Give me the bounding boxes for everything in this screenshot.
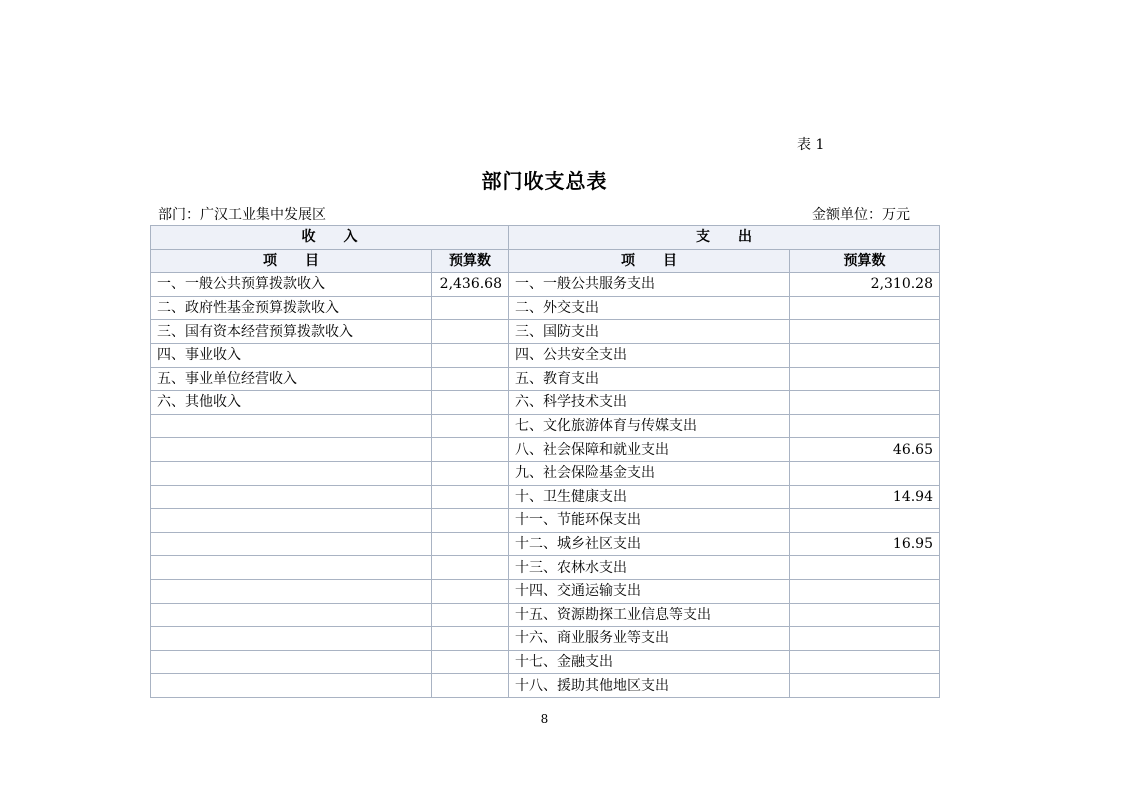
expense-item-cell: 三、国防支出 [509,320,790,344]
income-item-cell [151,674,432,698]
income-budget-header: 预算数 [432,249,509,273]
expense-item-cell: 一、一般公共服务支出 [509,273,790,297]
table-row [151,320,940,344]
income-item-cell: 二、政府性基金预算拨款收入 [151,296,432,320]
table-row [151,296,940,320]
page-title: 部门收支总表 [481,169,608,193]
income-item-cell: 一、一般公共预算拨款收入 [151,273,432,297]
expense-amount-cell: 16.95 [790,532,940,556]
table-row [151,367,940,391]
income-item-cell [151,627,432,651]
expense-item-cell: 十八、援助其他地区支出 [509,674,790,698]
table-row [151,414,940,438]
income-item-cell: 五、事业单位经营收入 [151,367,432,391]
expense-item-cell: 五、教育支出 [509,367,790,391]
income-item-cell [151,532,432,556]
department-label: 部门：广汉工业集中发展区 [158,207,326,223]
expense-amount-cell [790,320,940,344]
table-row [151,343,940,367]
expense-amount-cell [790,414,940,438]
expense-item-cell: 十七、金融支出 [509,650,790,674]
expense-item-cell: 十一、节能环保支出 [509,509,790,533]
unit-label: 金额单位：万元 [812,207,910,223]
income-amount-cell [432,461,509,485]
expense-item-cell: 九、社会保险基金支出 [509,461,790,485]
expense-amount-cell: 46.65 [790,438,940,462]
income-item-header: 项 目 [151,249,432,273]
table-row [151,461,940,485]
income-item-cell [151,556,432,580]
expense-amount-cell [790,461,940,485]
table-row [151,532,940,556]
table-row [151,438,940,462]
expense-item-cell: 十三、农林水支出 [509,556,790,580]
income-amount-cell [432,296,509,320]
expense-amount-cell [790,367,940,391]
income-amount-cell [432,343,509,367]
expense-item-cell: 十五、资源勘探工业信息等支出 [509,603,790,627]
page-number: 8 [540,712,549,726]
income-amount-cell [432,579,509,603]
expense-amount-cell [790,603,940,627]
budget-table [150,225,940,698]
income-amount-cell [432,674,509,698]
expense-amount-cell [790,627,940,651]
income-amount-cell [432,603,509,627]
expense-amount-cell: 2,310.28 [790,273,940,297]
expense-item-header: 项 目 [509,249,790,273]
expense-item-cell: 六、科学技术支出 [509,391,790,415]
income-item-cell: 六、其他收入 [151,391,432,415]
expense-item-cell: 十四、交通运输支出 [509,579,790,603]
income-item-cell [151,603,432,627]
income-item-cell [151,485,432,509]
table-row [151,579,940,603]
table-row [151,603,940,627]
expense-amount-cell [790,509,940,533]
table-header-row [151,226,940,250]
table-row [151,650,940,674]
income-amount-cell [432,650,509,674]
income-amount-cell [432,391,509,415]
income-amount-cell [432,438,509,462]
income-amount-cell [432,485,509,509]
income-item-cell [151,414,432,438]
income-amount-cell: 2,436.68 [432,273,509,297]
expense-amount-cell: 14.94 [790,485,940,509]
expense-amount-cell [790,674,940,698]
income-amount-cell [432,509,509,533]
expense-amount-cell [790,556,940,580]
expense-item-cell: 七、文化旅游体育与传媒支出 [509,414,790,438]
income-item-cell [151,461,432,485]
table-subheader-row [151,249,940,273]
table-label: 表 1 [797,137,825,153]
income-amount-cell [432,414,509,438]
expense-item-cell: 四、公共安全支出 [509,343,790,367]
table-row [151,273,940,297]
expense-amount-cell [790,391,940,415]
income-item-cell [151,438,432,462]
income-header: 收 入 [151,226,509,250]
income-item-cell [151,650,432,674]
expense-item-cell: 八、社会保障和就业支出 [509,438,790,462]
expense-item-cell: 二、外交支出 [509,296,790,320]
table-row [151,391,940,415]
expense-item-cell: 十二、城乡社区支出 [509,532,790,556]
expense-amount-cell [790,579,940,603]
expense-amount-cell [790,296,940,320]
expense-item-cell: 十、卫生健康支出 [509,485,790,509]
income-amount-cell [432,556,509,580]
table-row [151,674,940,698]
income-item-cell: 三、国有资本经营预算拨款收入 [151,320,432,344]
income-amount-cell [432,532,509,556]
expense-item-cell: 十六、商业服务业等支出 [509,627,790,651]
income-amount-cell [432,320,509,344]
income-amount-cell [432,367,509,391]
income-amount-cell [432,627,509,651]
expense-budget-header: 预算数 [790,249,940,273]
expense-header: 支 出 [509,226,940,250]
income-item-cell [151,509,432,533]
income-item-cell [151,579,432,603]
expense-amount-cell [790,343,940,367]
table-row [151,627,940,651]
expense-amount-cell [790,650,940,674]
income-item-cell: 四、事业收入 [151,343,432,367]
table-row [151,509,940,533]
table-row [151,556,940,580]
table-row [151,485,940,509]
